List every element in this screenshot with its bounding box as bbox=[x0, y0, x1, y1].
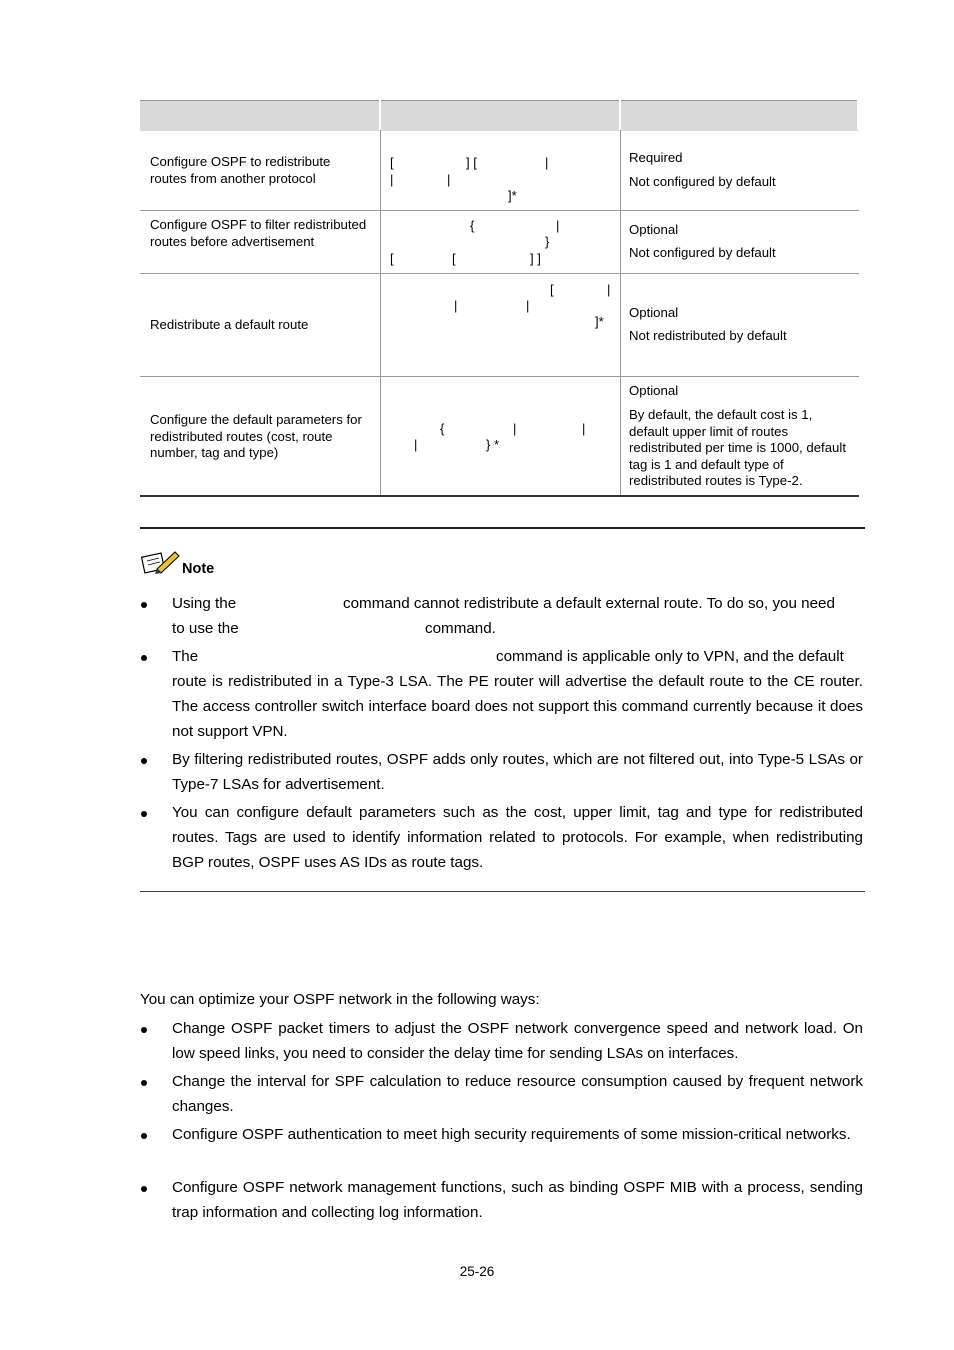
command-fragment: { bbox=[470, 218, 475, 233]
command-fragment: { bbox=[440, 421, 445, 436]
note-text: command. bbox=[425, 620, 496, 637]
table-cell-remark: Optional bbox=[629, 222, 679, 237]
table-cell-remark: Not configured by default bbox=[629, 245, 776, 260]
header-separator bbox=[857, 100, 859, 130]
bullet-dot bbox=[141, 655, 147, 661]
table-cell-remark: Required bbox=[629, 150, 683, 165]
header-separator bbox=[379, 100, 381, 130]
command-fragment: ]* bbox=[595, 314, 604, 329]
list-item: Change OSPF packet timers to adjust the OSPF network convergence speed and network load. On low speed links, you need to consider the delay time for sending LSAs on interfaces. bbox=[172, 1020, 863, 1063]
note-pencil-icon bbox=[141, 547, 181, 582]
bullet-dot bbox=[141, 1133, 147, 1139]
bullet-dot bbox=[141, 758, 147, 764]
table-bottom-border bbox=[140, 495, 859, 497]
table-header-row bbox=[140, 100, 859, 131]
note-text: command cannot redistribute a default external route. To do so, you need bbox=[343, 595, 835, 612]
table-cell-description: Configure OSPF to redistribute routes from another protocol bbox=[150, 154, 331, 186]
list-item: Configure OSPF network management functions, such as binding OSPF MIB with a process, sending trap information and collecting log information. bbox=[172, 1179, 863, 1222]
header-separator bbox=[619, 100, 621, 130]
table-cell-description: Redistribute a default route bbox=[150, 317, 309, 332]
command-fragment: | bbox=[545, 155, 549, 170]
command-fragment: ] [ bbox=[466, 155, 477, 170]
bullet-dot bbox=[141, 1027, 147, 1033]
row-divider bbox=[140, 210, 859, 211]
command-fragment: | bbox=[454, 298, 458, 313]
command-fragment: [ bbox=[452, 251, 456, 266]
list-item: Change the interval for SPF calculation to reduce resource consumption caused by frequent network changes. bbox=[172, 1073, 863, 1116]
note-text: to use the bbox=[172, 620, 239, 637]
command-fragment: [ bbox=[550, 282, 554, 297]
note-title: Note bbox=[182, 561, 215, 577]
column-divider bbox=[620, 130, 621, 497]
command-fragment: | bbox=[513, 421, 517, 436]
command-fragment: } * bbox=[486, 437, 500, 452]
command-fragment: ]* bbox=[508, 188, 517, 203]
table-cell-remark: Optional bbox=[629, 305, 679, 320]
command-fragment: } bbox=[545, 234, 550, 249]
row-divider bbox=[140, 376, 859, 377]
row-divider bbox=[140, 273, 859, 274]
command-fragment: | bbox=[414, 437, 418, 452]
column-divider bbox=[380, 130, 381, 497]
page-number: 25-26 bbox=[459, 1264, 495, 1279]
table-cell-description: Configure the default parameters for redistributed routes (cost, route number, tag and type) bbox=[150, 412, 362, 460]
command-fragment: | bbox=[582, 421, 586, 436]
bullet-dot bbox=[141, 602, 147, 608]
table-cell-description: Configure OSPF to filter redistributed routes before advertisement bbox=[150, 217, 367, 249]
note-text: route is redistributed in a Type-3 LSA. The PE router will advertise the default route to the CE router. The access controller switch interface board does not support this command currently because it does not support VPN. bbox=[172, 673, 863, 741]
note-text: command is applicable only to VPN, and the default bbox=[496, 648, 844, 665]
bullet-dot bbox=[141, 811, 147, 817]
command-fragment: | bbox=[556, 218, 560, 233]
bullet-dot bbox=[141, 1080, 147, 1086]
note-text: By filtering redistributed routes, OSPF adds only routes, which are not filtered out, into Type-5 LSAs or Type-7 LSAs for advertisement. bbox=[172, 751, 863, 794]
table-cell-remark: Optional bbox=[629, 383, 679, 398]
command-fragment: | bbox=[390, 172, 394, 187]
note-bottom-rule bbox=[140, 891, 865, 892]
note-text: Using the bbox=[172, 595, 237, 612]
table-cell-remark: Not configured by default bbox=[629, 174, 776, 189]
note-top-rule bbox=[140, 527, 865, 529]
command-fragment: [ bbox=[390, 251, 394, 266]
note-text: The bbox=[172, 648, 199, 665]
note-text: You can configure default parameters such as the cost, upper limit, tag and type for redistributed routes. Tags are used to identify information related to protocols. For example, when redistributing BGP routes, OSPF uses AS IDs as route tags. bbox=[172, 804, 863, 872]
table-cell-remark: Not redistributed by default bbox=[629, 328, 787, 343]
command-fragment: ] ] bbox=[530, 251, 541, 266]
command-fragment: | bbox=[607, 282, 611, 297]
table-cell-remark: By default, the default cost is 1, default upper limit of routes redistributed per time is 1000, default tag is 1 and default type of redistributed routes is Type-2. bbox=[629, 407, 846, 488]
command-fragment: [ bbox=[390, 155, 394, 170]
command-fragment: | bbox=[526, 298, 530, 313]
command-fragment: | bbox=[447, 172, 451, 187]
list-item: Configure OSPF authentication to meet high security requirements of some mission-critical networks. bbox=[172, 1126, 851, 1143]
bullet-dot bbox=[141, 1186, 147, 1192]
section-intro: You can optimize your OSPF network in the following ways: bbox=[140, 991, 540, 1008]
